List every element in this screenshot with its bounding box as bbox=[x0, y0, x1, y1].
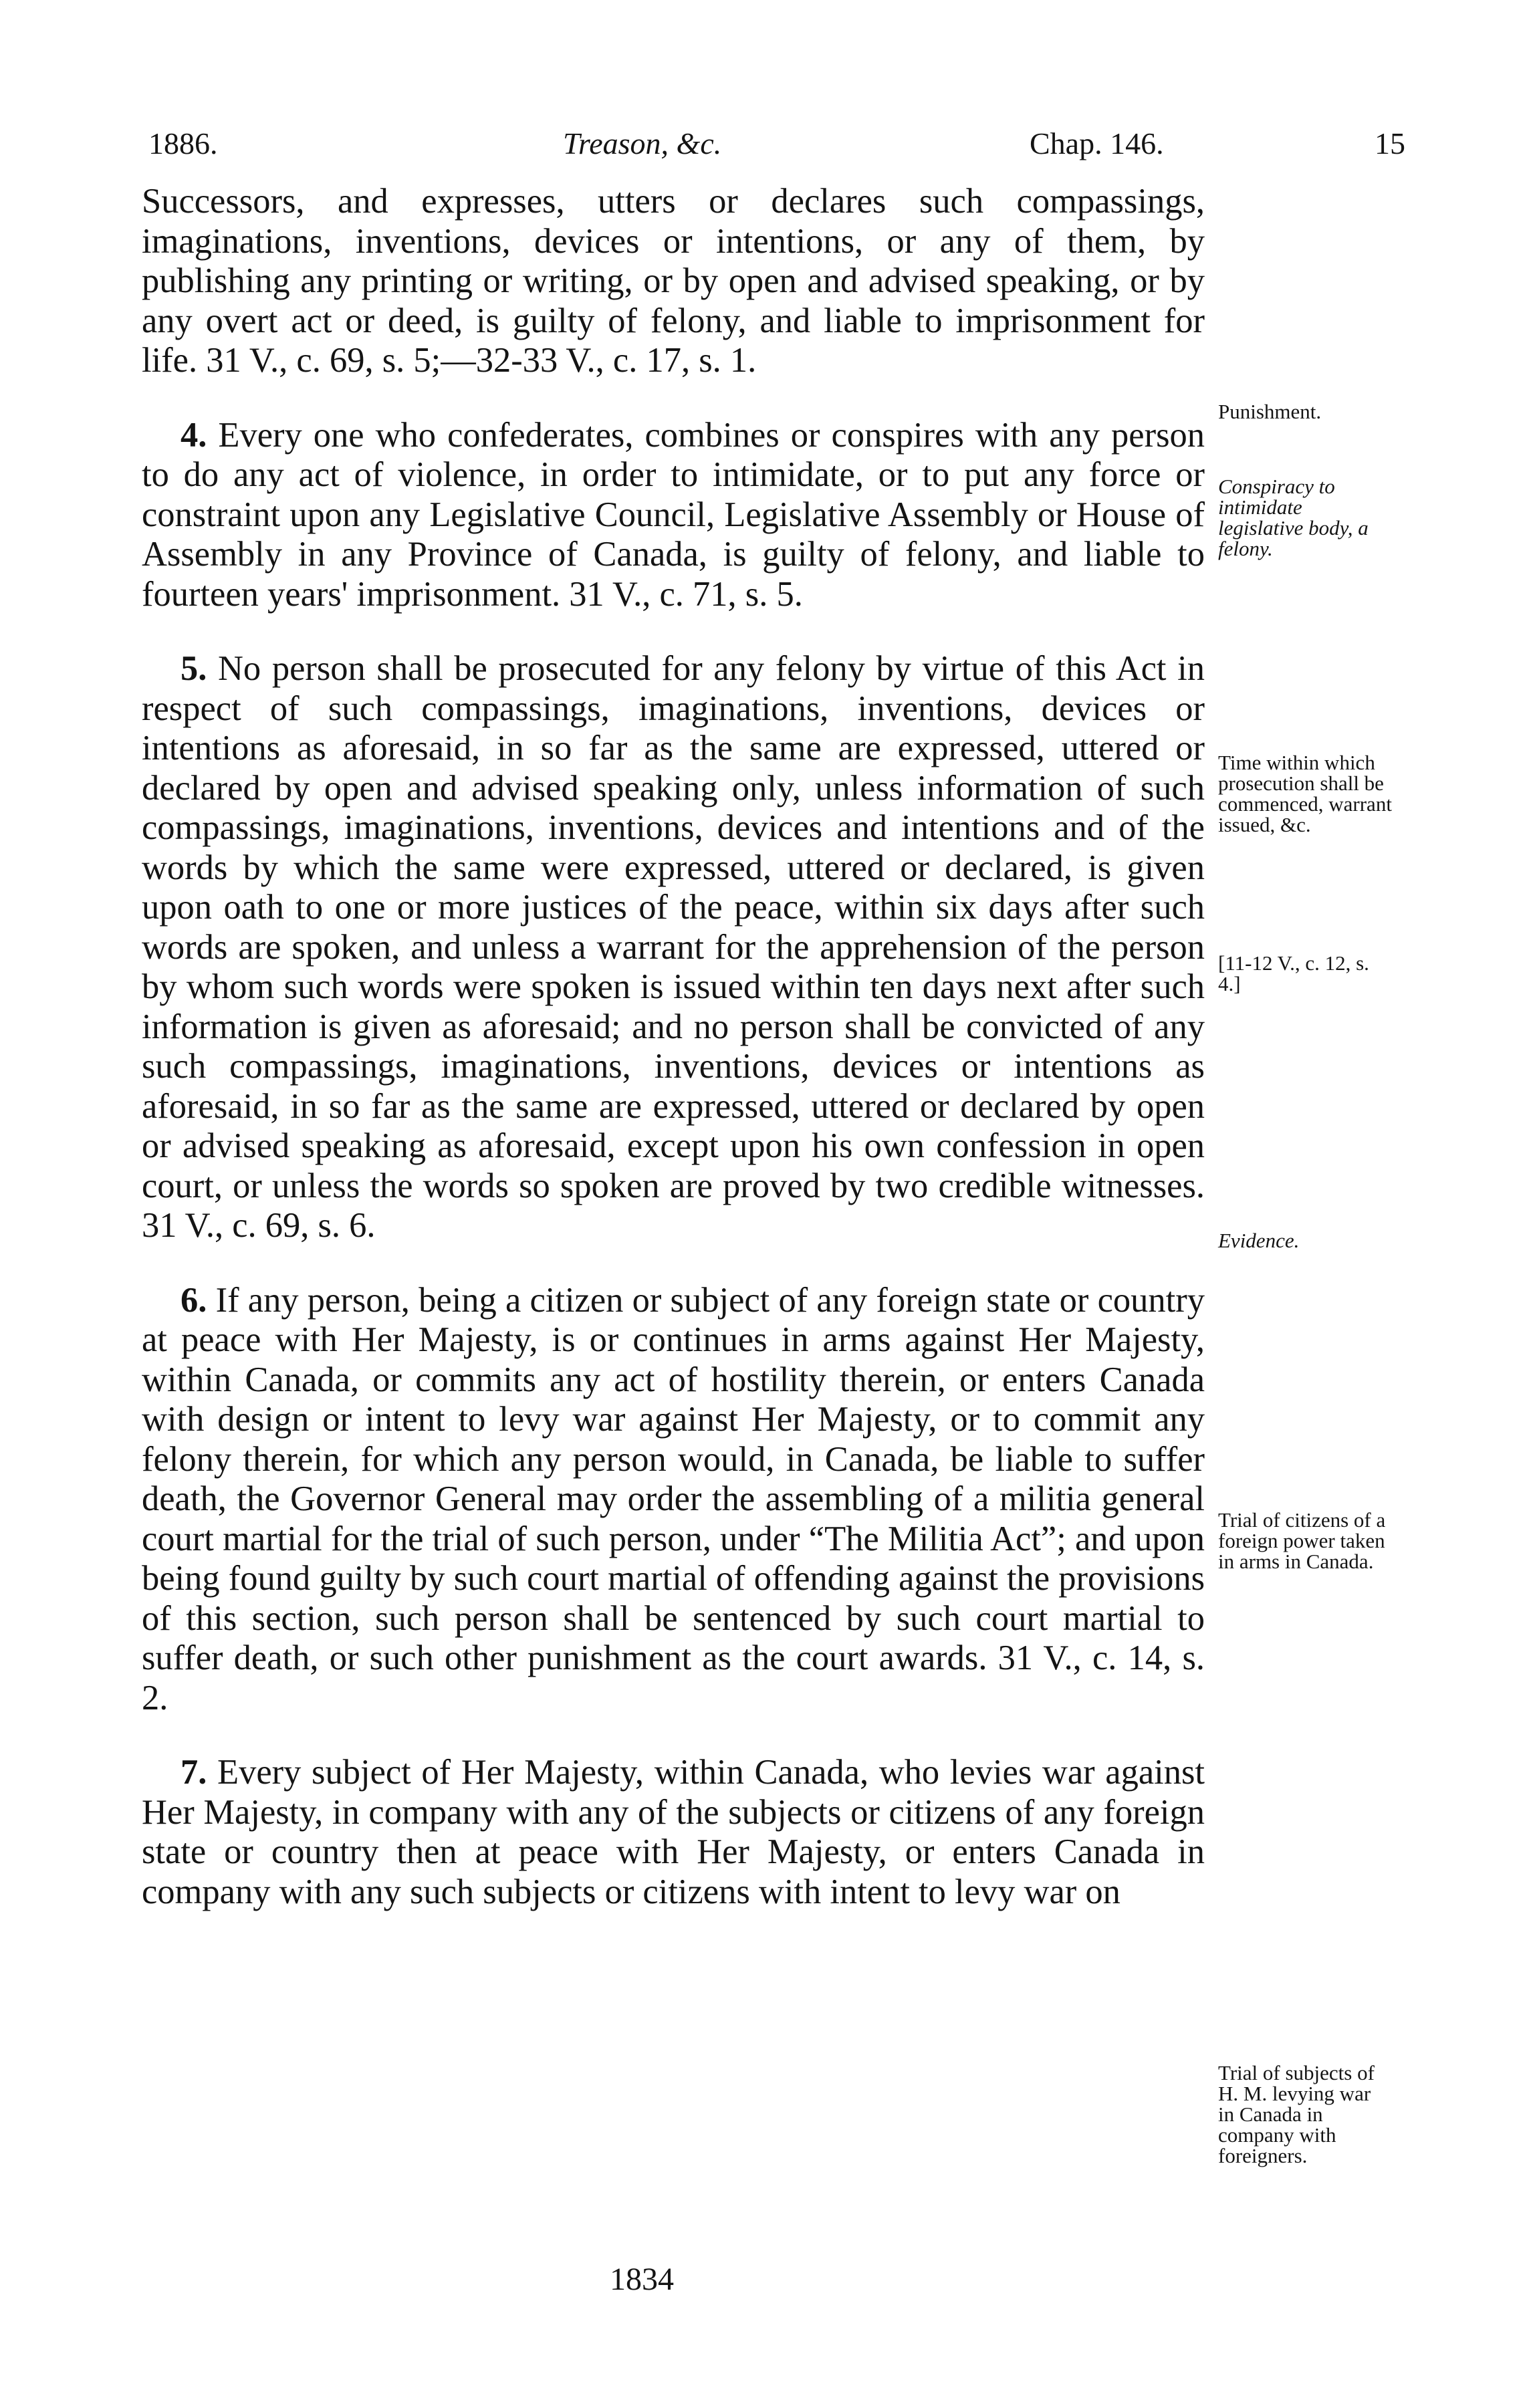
margin-note-trial-of-subjects: Trial of subjects of H. M. levying war in Canada in company with foreigners. bbox=[1218, 2061, 1375, 2167]
section-5 bbox=[142, 649, 1205, 1246]
section-6 bbox=[142, 1281, 1205, 1719]
margin-note-punishment: Punishment. bbox=[1218, 400, 1322, 423]
section-text: Every one who confederates, combines or conspires with any person to do any act of violence, in order to intimidate, or to put any force or constraint upon any Legislative Council, Legislative Assembly or House of Assembly in any Province of Canada, is guilty of felony, and liable to fourteen years' imprisonment. 31 V., c. 71, s. 5. bbox=[142, 415, 1205, 614]
section-number: 7. bbox=[181, 1753, 207, 1792]
section-7 bbox=[142, 1753, 1205, 1912]
header-title: Treason, &c. bbox=[563, 126, 722, 160]
margin-note-conspiracy: Conspiracy to intimidate legislative body, a felony. bbox=[1218, 475, 1369, 560]
section-text: Every subject of Her Majesty, within Canada, who levies war against Her Majesty, in company with any of the subjects or citizens of any foreign state or country then at peace with Her Majesty, or enters Canada in company with any such subjects or citizens with intent to levy war on bbox=[142, 1753, 1205, 1911]
header-chapter: Chap. 146. bbox=[1030, 126, 1164, 160]
section-4 bbox=[142, 416, 1205, 615]
header-page-number: 15 bbox=[1375, 126, 1405, 160]
running-header bbox=[148, 120, 1405, 167]
margin-note-evidence: Evidence. bbox=[1218, 1229, 1300, 1252]
margin-note-reference: [11-12 V., c. 12, s. 4.] bbox=[1218, 951, 1369, 995]
header-year: 1886. bbox=[148, 126, 218, 160]
margin-note-time-limit: Time within which prosecution shall be commenced, warrant issued, &c. bbox=[1218, 751, 1392, 836]
main-text-column bbox=[142, 182, 1205, 1912]
section-text: No person shall be prosecuted for any felony by virtue of this Act in respect of such compassings, imaginations, inventions, devices or intentions as aforesaid, in so far as the same are expressed, uttered or declared by open and advised speaking only, unless information of such compassings, imaginations, inventions, devices and intentions and of the words by which the same were expressed, uttered or declared, is given upon oath to one or more justices of the peace, within six days after such words are spoken, and unless a warrant for the apprehension of the person by whom such words were spoken is issued within ten days next after such information is given as aforesaid; and no person shall be convicted of any such compassings, imaginations, inventions, devices or intentions as aforesaid, in so far as the same are expressed, uttered or declared by open or advised speaking as aforesaid, except upon his own confession in open court, or unless the words so spoken are proved by two credible witnesses. 31 V., c. 69, s. 6. bbox=[142, 649, 1205, 1245]
continuation-paragraph: Successors, and expresses, utters or declares such compassings, imaginations, inventions, devices or intentions, or any of them, by publishing any printing or writing, or by open and advised speaking, or by any overt act or deed, is guilty of felony, and liable to imprisonment for life. 31 V., c. 69, s. 5;—32-33 V., c. 17, s. 1. bbox=[142, 182, 1205, 380]
section-number: 4. bbox=[181, 415, 207, 455]
folio-number: 1834 bbox=[610, 2262, 674, 2297]
section-number: 6. bbox=[181, 1280, 207, 1320]
margin-note-trial-of-citizens: Trial of citizens of a foreign power taken in arms in Canada. bbox=[1218, 1508, 1386, 1573]
section-text: If any person, being a citizen or subject of any foreign state or country at peace with Her Majesty, is or continues in arms against Her Majesty, within Canada, or commits any act of hostility therein, or enters Canada with design or intent to levy war against Her Majesty, or to commit any felony therein, for which any person would, in Canada, be liable to suffer death, the Governor General may order the assembling of a militia general court martial for the trial of such person, under “The Militia Act”; and upon being found guilty by such court martial of offending against the provisions of this section, such person shall be sentenced by such court martial to suffer death, or such other punishment as the court awards. 31 V., c. 14, s. 2. bbox=[142, 1280, 1205, 1717]
section-number: 5. bbox=[181, 649, 207, 688]
